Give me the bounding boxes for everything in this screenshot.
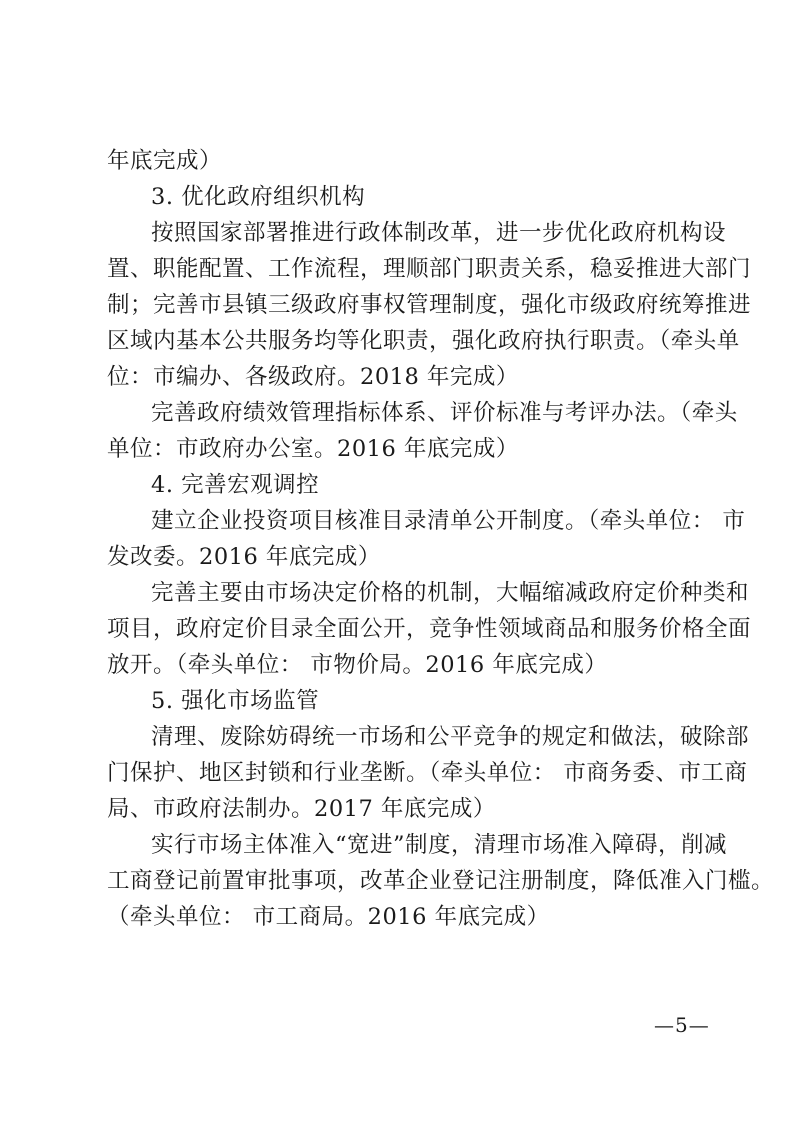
text-line: 完善政府绩效管理指标体系、评价标准与考评办法。（牵头	[151, 400, 738, 426]
text-line: （牵头单位： 市工商局。2016 年底完成）	[107, 904, 550, 930]
text-line: 位：市编办、各级政府。2018 年完成）	[107, 364, 519, 390]
text-line: 发改委。2016 年底完成）	[107, 544, 381, 570]
section-heading: 3. 优化政府组织机构	[151, 184, 366, 210]
text-line: 完善主要由市场决定价格的机制，大幅缩减政府定价种类和	[151, 580, 750, 606]
text-line: 按照国家部署推进行政体制改革，进一步优化政府机构设	[151, 220, 727, 246]
text-line: 项目，政府定价目录全面公开，竞争性领域商品和服务价格全面	[107, 616, 752, 642]
section-heading: 5. 强化市场监管	[151, 688, 320, 714]
text-line: 局、市政府法制办。2017 年底完成）	[107, 796, 496, 822]
text-line: 单位：市政府办公室。2016 年底完成）	[107, 436, 519, 462]
text-line: 置、职能配置、工作流程，理顺部门职责关系，稳妥推进大部门	[107, 256, 752, 282]
text-line: 建立企业投资项目核准目录清单公开制度。（牵头单位： 市	[151, 508, 746, 534]
text-line: 实行市场主体准入“宽进”制度，清理市场准入障碍，削减	[151, 832, 728, 858]
text-line: 门保护、地区封锁和行业垄断。（牵头单位： 市商务委、市工商	[107, 760, 748, 786]
text-line: 制；完善市县镇三级政府事权管理制度，强化市级政府统筹推进	[107, 292, 752, 318]
page-number: —5—	[654, 1013, 710, 1037]
text-line: 清理、废除妨碍统一市场和公平竞争的规定和做法，破除部	[151, 724, 750, 750]
text-line: 年底完成）	[107, 148, 223, 174]
body-text	[107, 143, 775, 935]
text-line: 工商登记前置审批事项，改革企业登记注册制度，降低准入门槛。	[107, 868, 775, 894]
text-line: 放开。（牵头单位： 市物价局。2016 年底完成）	[107, 652, 608, 678]
text-line: 区域内基本公共服务均等化职责，强化政府执行职责。（牵头单	[107, 328, 740, 354]
section-heading: 4. 完善宏观调控	[151, 472, 320, 498]
